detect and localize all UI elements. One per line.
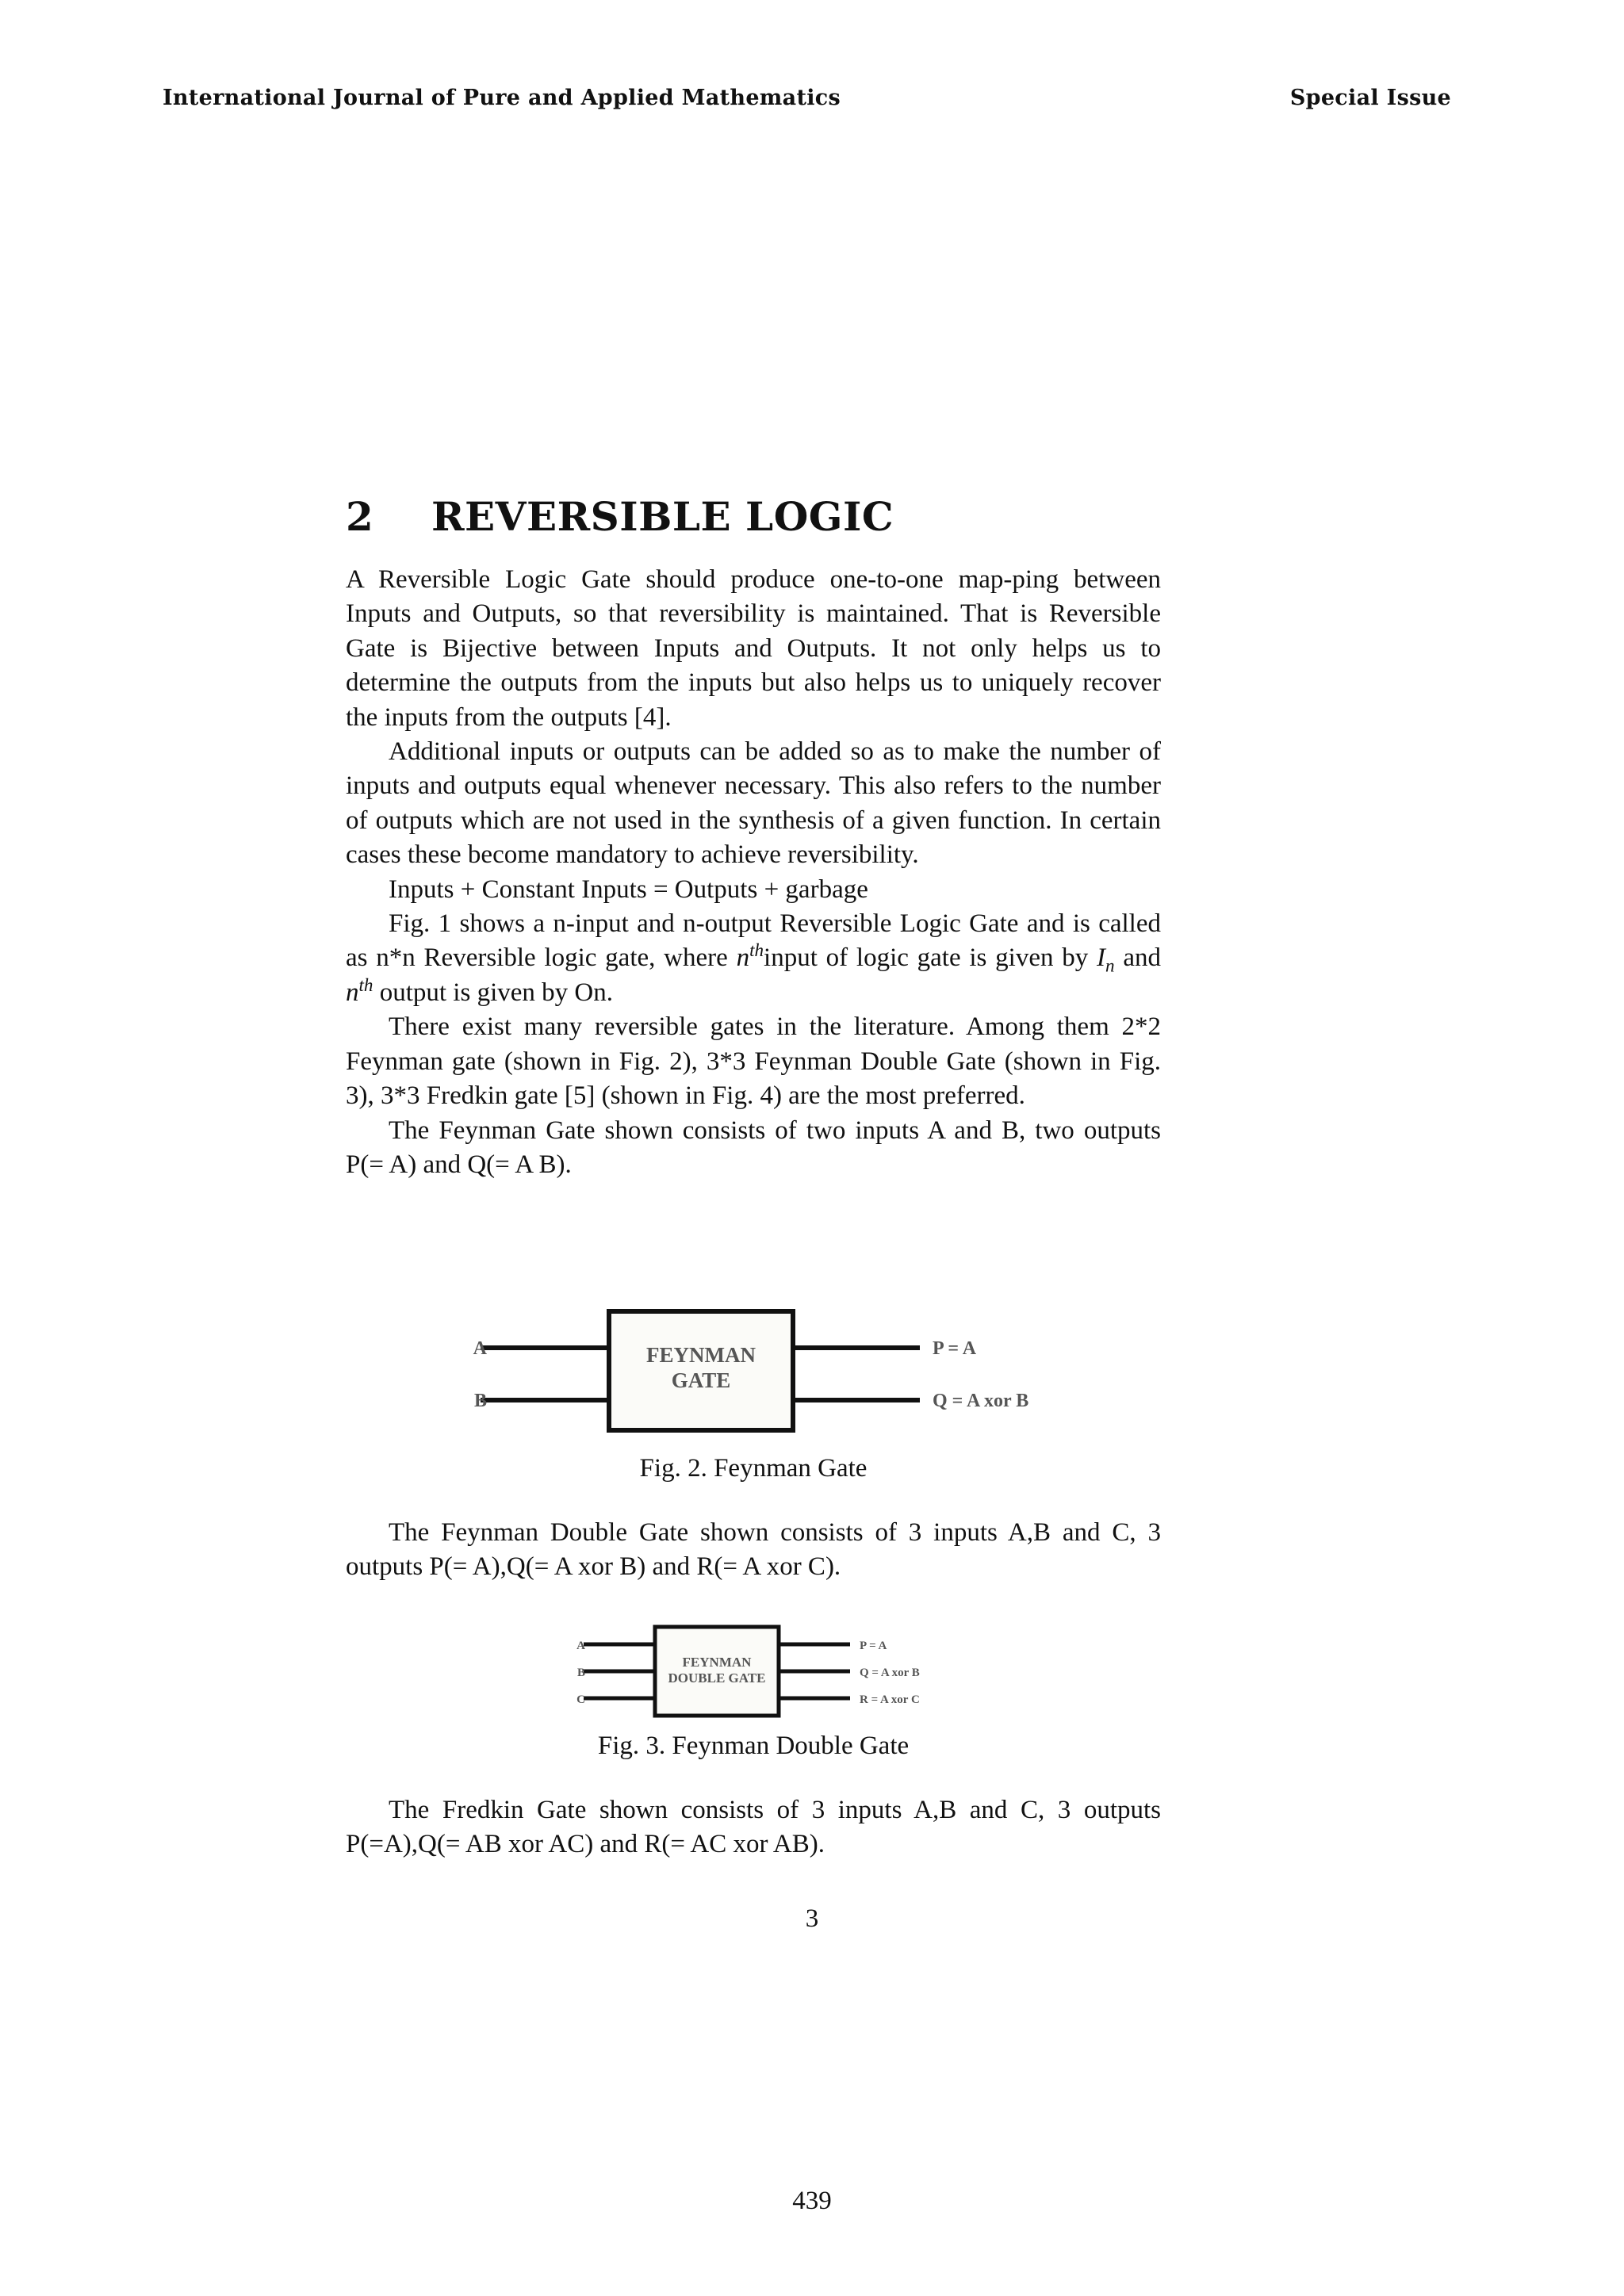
- output-label-p: P = A: [933, 1338, 977, 1359]
- p4-th1: th: [749, 939, 764, 961]
- p4-text-d: output is given by On.: [373, 978, 613, 1007]
- paragraph-1: A Reversible Logic Gate should produce one-to-one map-ping between Inputs and Outputs, so that reversibility is maintained. That is Reversible Gate is Bijective between Inputs and Outputs. It not only helps us to determine the outputs from the inputs but also helps us to uniquely recover the inputs from the outputs [4].: [346, 565, 1161, 732]
- output-label-q: Q = A xor B: [933, 1391, 1029, 1411]
- outer-page-number: 439: [792, 2187, 832, 2215]
- fig3-caption: Fig. 3. Feynman Double Gate: [597, 1732, 910, 1760]
- gate-label-line2: DOUBLE GATE: [668, 1670, 766, 1686]
- figure-3: [346, 1619, 1161, 1761]
- p4-text-a: Fig. 1 shows a n-input and n-output Reversible Logic Gate and is called as n*n Reversible logic gate, where: [346, 909, 1161, 973]
- input-label-c: C: [576, 1693, 585, 1706]
- paragraph-8-block: [346, 1793, 1161, 1862]
- section-heading: [346, 493, 894, 540]
- paragraph-6: The Feynman Gate shown consists of two inputs A and B, two outputs P(= A) and Q(= A B).: [346, 1115, 1161, 1179]
- paragraph-4: [346, 907, 1161, 1010]
- p4-I: I: [1097, 943, 1106, 973]
- paragraph-5: There exist many reversible gates in the literature. Among them 2*2 Feynman gate (shown in Fig. 2), 3*3 Feynman Double Gate (shown in Fig. 3), 3*3 Fredkin gate [5] (shown in Fig. 4) are the most preferred.: [346, 1012, 1161, 1111]
- feynman-gate-diagram: [346, 1300, 1161, 1443]
- output-label-r: R = A xor C: [860, 1693, 920, 1706]
- output-label-p: P = A: [860, 1640, 887, 1652]
- paragraph-7: The Feynman Double Gate shown consists of 3 inputs A,B and C, 3 outputs P(= A),Q(= A xor B) and R(= A xor C).: [346, 1518, 1161, 1582]
- p4-text-c: and: [1114, 943, 1161, 973]
- input-label-a: A: [473, 1338, 487, 1359]
- p4-th2: th: [358, 974, 373, 995]
- gate-label-line1: FEYNMAN: [682, 1655, 752, 1670]
- paragraph-7-block: [346, 1516, 1161, 1585]
- inner-page-number: 3: [805, 1904, 819, 1933]
- journal-title: International Journal of Pure and Applied Mathematics: [163, 86, 841, 110]
- p4-sub: n: [1105, 955, 1115, 977]
- gate-label-line1: FEYNMAN: [646, 1343, 756, 1367]
- paragraph-3: Inputs + Constant Inputs = Outputs + garbage: [389, 874, 868, 904]
- p4-text-b: input of logic gate is given by: [764, 943, 1097, 973]
- issue-label: Special Issue: [1289, 86, 1451, 110]
- section-title: REVERSIBLE LOGIC: [431, 493, 894, 540]
- fig2-caption: Fig. 2. Feynman Gate: [639, 1454, 868, 1483]
- p4-n2: n: [346, 978, 359, 1007]
- paragraph-8: The Fredkin Gate shown consists of 3 inputs A,B and C, 3 outputs P(=A),Q(= AB xor AC) and R(= AC xor AB).: [346, 1796, 1161, 1859]
- p4-n1: n: [736, 943, 750, 973]
- figure-2: [346, 1300, 1161, 1483]
- body-text: [346, 563, 1161, 1182]
- section-number: 2: [346, 493, 374, 540]
- input-label-b: B: [473, 1391, 487, 1411]
- paragraph-2: Additional inputs or outputs can be added so as to make the number of inputs and outputs equal whenever necessary. This also refers to the number of outputs which are not used in the synthesis of a given function. In certain cases these become mandatory to achieve reversibility.: [346, 737, 1161, 870]
- gate-label-line2: GATE: [671, 1368, 731, 1392]
- input-label-a: A: [576, 1640, 585, 1652]
- feynman-double-gate-diagram: [346, 1619, 1161, 1722]
- running-header: [163, 86, 1451, 110]
- output-label-q: Q = A xor B: [860, 1667, 920, 1679]
- input-label-b: B: [576, 1667, 585, 1679]
